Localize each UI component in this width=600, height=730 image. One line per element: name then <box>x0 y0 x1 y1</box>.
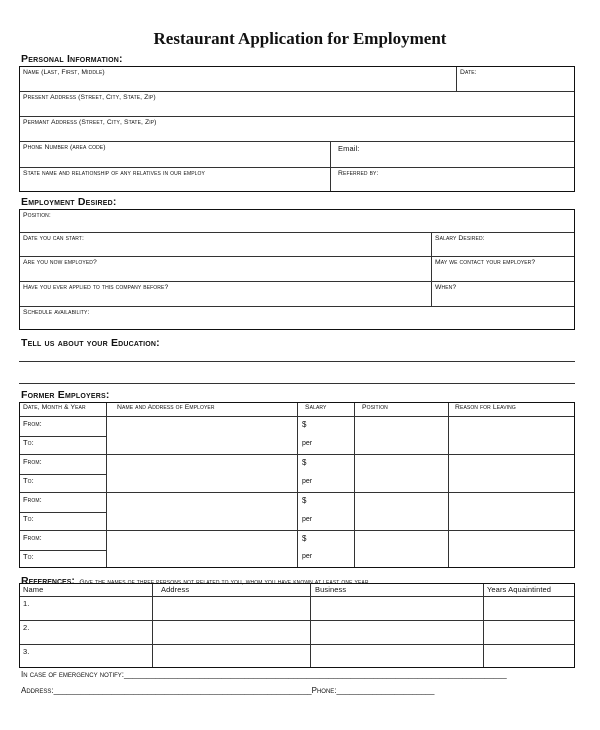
personal-info-box <box>19 66 575 192</box>
phone-label: Phone Number (area code) <box>23 144 106 151</box>
ref-number: 1. <box>23 599 30 608</box>
to-field[interactable] <box>20 512 106 531</box>
ref-address-cell[interactable] <box>152 597 310 621</box>
personal-heading: Personal Information: <box>21 53 123 65</box>
former-header-row <box>20 403 574 416</box>
header-salary: Salary <box>305 404 327 411</box>
dollar-sign: $ <box>302 496 307 505</box>
ref-header-name: Name <box>23 585 44 594</box>
salary-desired-field[interactable] <box>431 233 574 257</box>
ref-name-cell[interactable] <box>20 621 152 645</box>
ref-business-cell[interactable] <box>310 621 483 645</box>
position-label: Position: <box>23 212 51 219</box>
ref-name-cell[interactable] <box>20 645 152 667</box>
ref-header-address: Address <box>161 585 190 594</box>
ref-business-cell[interactable] <box>310 597 483 621</box>
references-note: Give the names of three persons not related to you, whom you have known at least one year. <box>79 579 371 586</box>
salary-field[interactable] <box>297 455 354 493</box>
applied-before-label: Have you ever applied to this company before? <box>23 284 169 291</box>
emergency-address-label: Address: <box>21 686 54 695</box>
to-field[interactable] <box>20 436 106 455</box>
from-label: From: <box>23 495 42 504</box>
referred-label: Referred by: <box>338 170 379 177</box>
per-label: per <box>302 553 313 560</box>
from-field[interactable] <box>20 493 106 513</box>
relatives-field[interactable] <box>20 168 330 191</box>
employer-name-field[interactable] <box>106 417 297 455</box>
header-date: Date, Month & Year <box>23 404 86 411</box>
header-employer: Name and Address of Employer <box>117 404 215 411</box>
education-line-1[interactable] <box>19 361 575 362</box>
employer-name-field[interactable] <box>106 531 297 567</box>
when-label: When? <box>435 284 457 291</box>
employment-box <box>19 209 575 330</box>
reason-cell[interactable] <box>448 493 574 531</box>
dollar-sign: $ <box>302 534 307 543</box>
present-address-label: Present Address (Street, City, State, Zip) <box>23 94 156 101</box>
contact-employer-field[interactable] <box>431 257 574 282</box>
ref-address-cell[interactable] <box>152 645 310 667</box>
phone-field[interactable] <box>20 142 330 168</box>
dollar-sign: $ <box>302 420 307 429</box>
position-cell[interactable] <box>354 531 448 567</box>
former-employers-table <box>19 402 575 568</box>
name-label: Name (Last, First, Middle) <box>23 69 105 76</box>
salary-field[interactable] <box>297 493 354 531</box>
employer-row <box>20 492 574 531</box>
from-label: From: <box>23 457 42 466</box>
emergency-phone-label: Phone: <box>311 686 337 695</box>
to-label: To: <box>23 438 34 447</box>
education-line-2[interactable] <box>19 383 575 384</box>
position-cell[interactable] <box>354 417 448 455</box>
per-label: per <box>302 516 313 523</box>
permanent-address-field[interactable] <box>20 117 574 142</box>
start-date-label: Date you can start: <box>23 235 85 242</box>
position-field[interactable] <box>20 210 574 232</box>
emergency-address-underline: __________________________________________________________ <box>53 686 312 695</box>
salary-field[interactable] <box>297 531 354 567</box>
applied-before-field[interactable] <box>20 282 431 307</box>
salary-field[interactable] <box>297 417 354 455</box>
header-position: Position <box>362 404 388 411</box>
dollar-sign: $ <box>302 458 307 467</box>
former-employers-heading: Former Employers: <box>21 389 110 401</box>
employer-row <box>20 416 574 455</box>
emergency-notify-underline: ______________________________________________________________________________________ <box>124 670 507 679</box>
to-label: To: <box>23 514 34 523</box>
email-field[interactable] <box>330 142 574 168</box>
to-field[interactable] <box>20 550 106 567</box>
start-date-field[interactable] <box>20 233 431 257</box>
ref-years-cell[interactable] <box>483 597 574 621</box>
date-field[interactable] <box>456 67 574 91</box>
emergency-notify-line[interactable] <box>21 670 576 679</box>
now-employed-field[interactable] <box>20 257 431 282</box>
employer-row <box>20 454 574 493</box>
reason-cell[interactable] <box>448 531 574 567</box>
employer-row <box>20 530 574 567</box>
employer-name-field[interactable] <box>106 455 297 493</box>
reference-row <box>20 644 574 667</box>
emergency-phone-underline: ______________________ <box>336 686 435 695</box>
relatives-label: State name and relationship of any relatives in our employ <box>23 170 205 177</box>
emergency-notify-label: In case of emergency notify: <box>21 670 125 679</box>
ref-years-cell[interactable] <box>483 645 574 667</box>
position-cell[interactable] <box>354 493 448 531</box>
now-employed-label: Are you now employed? <box>23 259 97 266</box>
to-label: To: <box>23 552 34 561</box>
contact-employer-label: May we contact your employer? <box>435 259 536 266</box>
referred-field[interactable] <box>330 168 574 191</box>
per-label: per <box>302 478 313 485</box>
when-field[interactable] <box>431 282 574 307</box>
reference-row <box>20 596 574 621</box>
ref-years-cell[interactable] <box>483 621 574 645</box>
schedule-label: Schedule availability: <box>23 309 90 316</box>
schedule-field[interactable] <box>20 307 574 329</box>
position-cell[interactable] <box>354 455 448 493</box>
references-heading: References: <box>21 575 75 587</box>
ref-header-business: Business <box>315 585 347 594</box>
emergency-address-line[interactable] <box>21 686 576 695</box>
from-label: From: <box>23 533 42 542</box>
from-label: From: <box>23 419 42 428</box>
references-header-row <box>20 584 574 596</box>
date-label: Date: <box>460 69 477 76</box>
ref-number: 2. <box>23 623 30 632</box>
to-field[interactable] <box>20 474 106 493</box>
reason-cell[interactable] <box>448 455 574 493</box>
from-field[interactable] <box>20 417 106 437</box>
reason-cell[interactable] <box>448 417 574 455</box>
from-field[interactable] <box>20 531 106 551</box>
reference-row <box>20 620 574 645</box>
present-address-field[interactable] <box>20 92 574 117</box>
permanent-address-label: Permant Address (Street, City, State, Zip) <box>23 119 157 126</box>
ref-address-cell[interactable] <box>152 621 310 645</box>
ref-business-cell[interactable] <box>310 645 483 667</box>
name-field[interactable] <box>20 67 456 91</box>
header-reason: Reason for Leaving <box>455 404 516 411</box>
employment-heading: Employment Desired: <box>21 196 117 208</box>
page-title: Restaurant Application for Employment <box>153 29 447 48</box>
ref-number: 3. <box>23 647 30 656</box>
references-table <box>19 583 575 668</box>
salary-desired-label: Salary Desired: <box>435 235 485 242</box>
from-field[interactable] <box>20 455 106 475</box>
education-heading: Tell us about your Education: <box>21 337 160 349</box>
per-label: per <box>302 440 313 447</box>
employer-name-field[interactable] <box>106 493 297 531</box>
ref-name-cell[interactable] <box>20 597 152 621</box>
email-label: Email: <box>338 144 360 153</box>
ref-header-years: Years Aquaintinted <box>487 585 552 594</box>
to-label: To: <box>23 476 34 485</box>
